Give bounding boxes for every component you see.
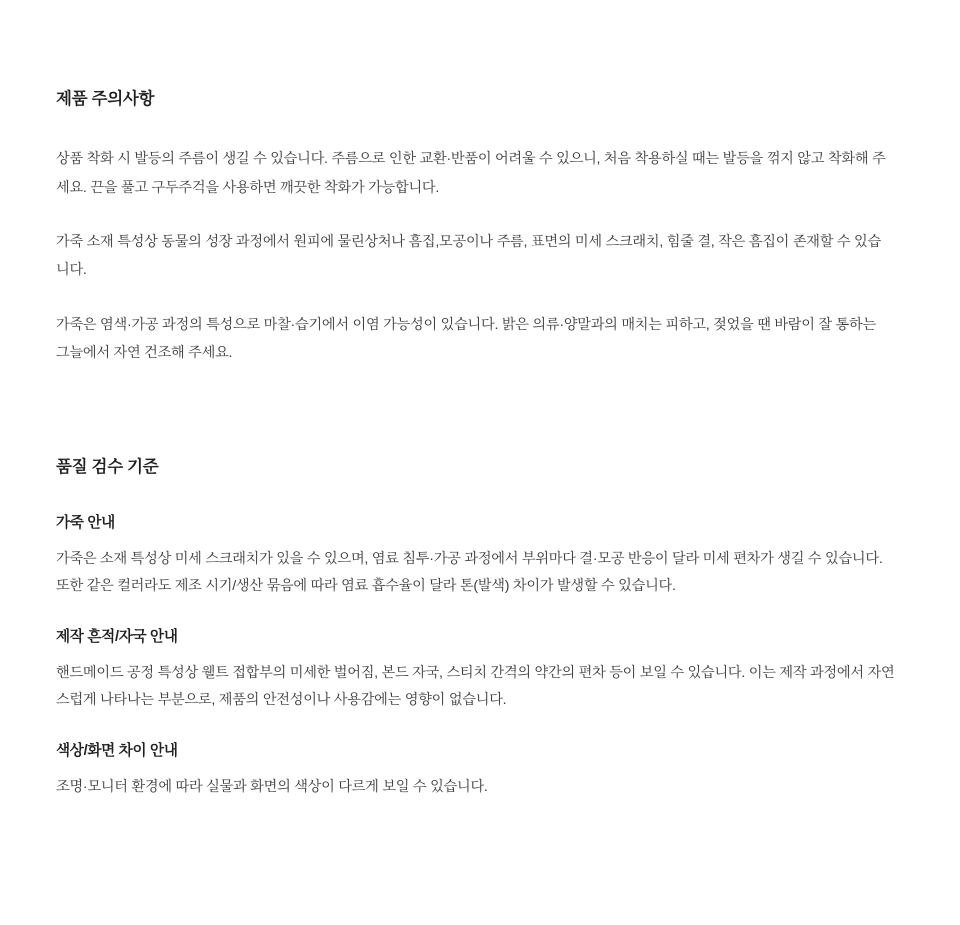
precaution-paragraph-2: 가죽 소재 특성상 동물의 성장 과정에서 원피에 물린상처나 흠집,모공이나 주름, 표면의 미세 스크래치, 힘줄 결, 작은 흠집이 존재할 수 있습니다. — [56, 233, 881, 279]
subsection-title-leather-guide: 가죽 안내 — [56, 514, 115, 531]
section-product-precautions — [56, 88, 904, 368]
subsection-body-color-screen-difference-guide: 조명·모니터 환경에 따라 실물과 화면의 색상이 다르게 보일 수 있습니다. — [56, 779, 488, 796]
subsection-manufacturing-marks-guide — [56, 627, 904, 715]
subsection-title-manufacturing-marks-guide: 제작 흔적/자국 안내 — [56, 628, 178, 645]
precaution-paragraph-1: 상품 착화 시 발등의 주름이 생길 수 있습니다. 주름으로 인한 교환·반품이 어려울 수 있으니, 처음 착용하실 때는 발등을 꺾지 않고 착화해 주세요. 끈을 풀고 구두주걱을 사용하면 깨끗한 착화가 가능합니다. — [56, 151, 886, 196]
subsection-color-screen-difference-guide — [56, 741, 904, 802]
section-spacer — [56, 368, 904, 456]
subsection-body-manufacturing-marks-guide: 핸드메이드 공정 특성상 웰트 접합부의 미세한 벌어짐, 본드 자국, 스티치 간격의 약간의 편차 등이 보일 수 있습니다. 이는 제작 과정에서 자연스럽게 나타나는 부분으로, 제품의 안전성이나 사용감에는 영향이 없습니다. — [56, 664, 895, 709]
precaution-paragraph-3: 가죽은 염색·가공 과정의 특성으로 마찰·습기에서 이염 가능성이 있습니다. 밝은 의류·양말과의 매치는 피하고, 젖었을 땐 바람이 잘 통하는 그늘에서 자연 건조해 주세요. — [56, 316, 876, 362]
section-heading-quality-inspection: 품질 검수 기준 — [56, 457, 159, 476]
subsection-leather-guide — [56, 513, 904, 601]
subsection-title-color-screen-difference-guide: 색상/화면 차이 안내 — [56, 743, 178, 760]
section-heading-product-precautions: 제품 주의사항 — [56, 90, 155, 108]
section-quality-inspection — [56, 456, 904, 802]
subsection-body-leather-guide: 가죽은 소재 특성상 미세 스크래치가 있을 수 있으며, 염료 침투·가공 과정에서 부위마다 결·모공 반응이 달라 미세 편차가 생길 수 있습니다. 또한 같은 컬러라도 제조 시기/생산 묶음에 따라 염료 흡수율이 달라 톤(발색) 차이가 발생할 수 있습니다. — [56, 550, 883, 595]
